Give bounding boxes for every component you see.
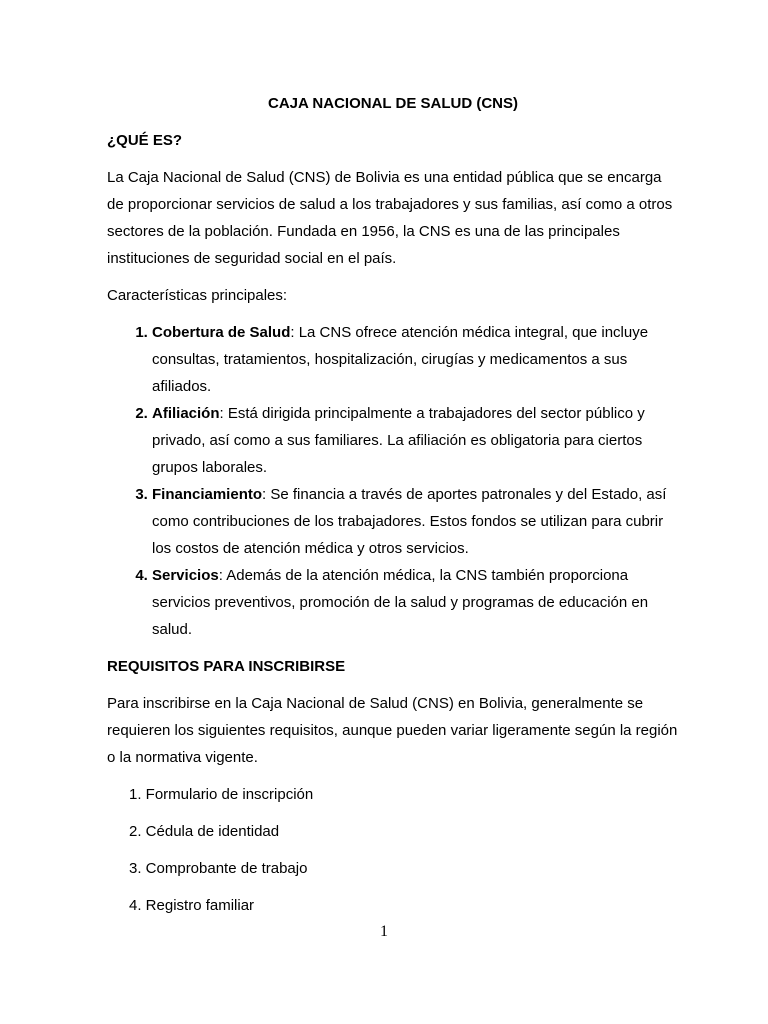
feature-term: Afiliación	[152, 405, 220, 422]
feature-term: Servicios	[152, 567, 219, 584]
requirement-item: 2. Cédula de identidad	[129, 823, 280, 840]
feature-item-afiliacion	[152, 400, 679, 481]
feature-item-financiamiento	[152, 481, 679, 562]
features-list	[107, 319, 679, 643]
feature-text: : Además de la atención médica, la CNS también proporciona servicios preventivos, promoción de la salud y programas de educación en salud.	[152, 567, 649, 638]
requirement-item: 4. Registro familiar	[129, 897, 255, 914]
feature-text: : Se financia a través de aportes patronales y del Estado, así como contribuciones de los trabajadores. Estos fondos se utilizan para cubrir los costos de atención médica y otros servicios.	[152, 486, 667, 557]
requirements-intro: Para inscribirse en la Caja Nacional de Salud (CNS) en Bolivia, generalmente se requieren los siguientes requisitos, aunque pueden variar ligeramente según la región o la normativa vigente.	[107, 695, 678, 766]
document-title: CAJA NACIONAL DE SALUD (CNS)	[267, 95, 518, 112]
feature-text: : La CNS ofrece atención médica integral, que incluye consultas, tratamientos, hospitalización, cirugías y medicamentos a sus afiliados.	[152, 324, 649, 395]
requirement-item: 3. Comprobante de trabajo	[129, 860, 308, 877]
feature-term: Cobertura de Salud	[152, 324, 291, 341]
features-label: Características principales:	[107, 287, 288, 304]
section-heading-que-es: ¿QUÉ ES?	[107, 132, 183, 149]
feature-text: : Está dirigida principalmente a trabajadores del sector público y privado, así como a sus familiares. La afiliación es obligatoria para ciertos grupos laborales.	[152, 405, 645, 476]
page-number: 1	[380, 923, 388, 940]
document-body	[107, 90, 679, 929]
feature-item-cobertura	[152, 319, 679, 400]
intro-paragraph: La Caja Nacional de Salud (CNS) de Bolivia es una entidad pública que se encarga de proporcionar servicios de salud a los trabajadores y sus familias, así como a otros sectores de la población. Fundada en 1956, la CNS es una de las principales instituciones de seguridad social en el país.	[107, 169, 673, 267]
section-heading-requisitos: REQUISITOS PARA INSCRIBIRSE	[107, 658, 346, 675]
feature-term: Financiamiento	[152, 486, 263, 503]
requirement-item: 1. Formulario de inscripción	[129, 786, 314, 803]
feature-item-servicios	[152, 562, 679, 643]
